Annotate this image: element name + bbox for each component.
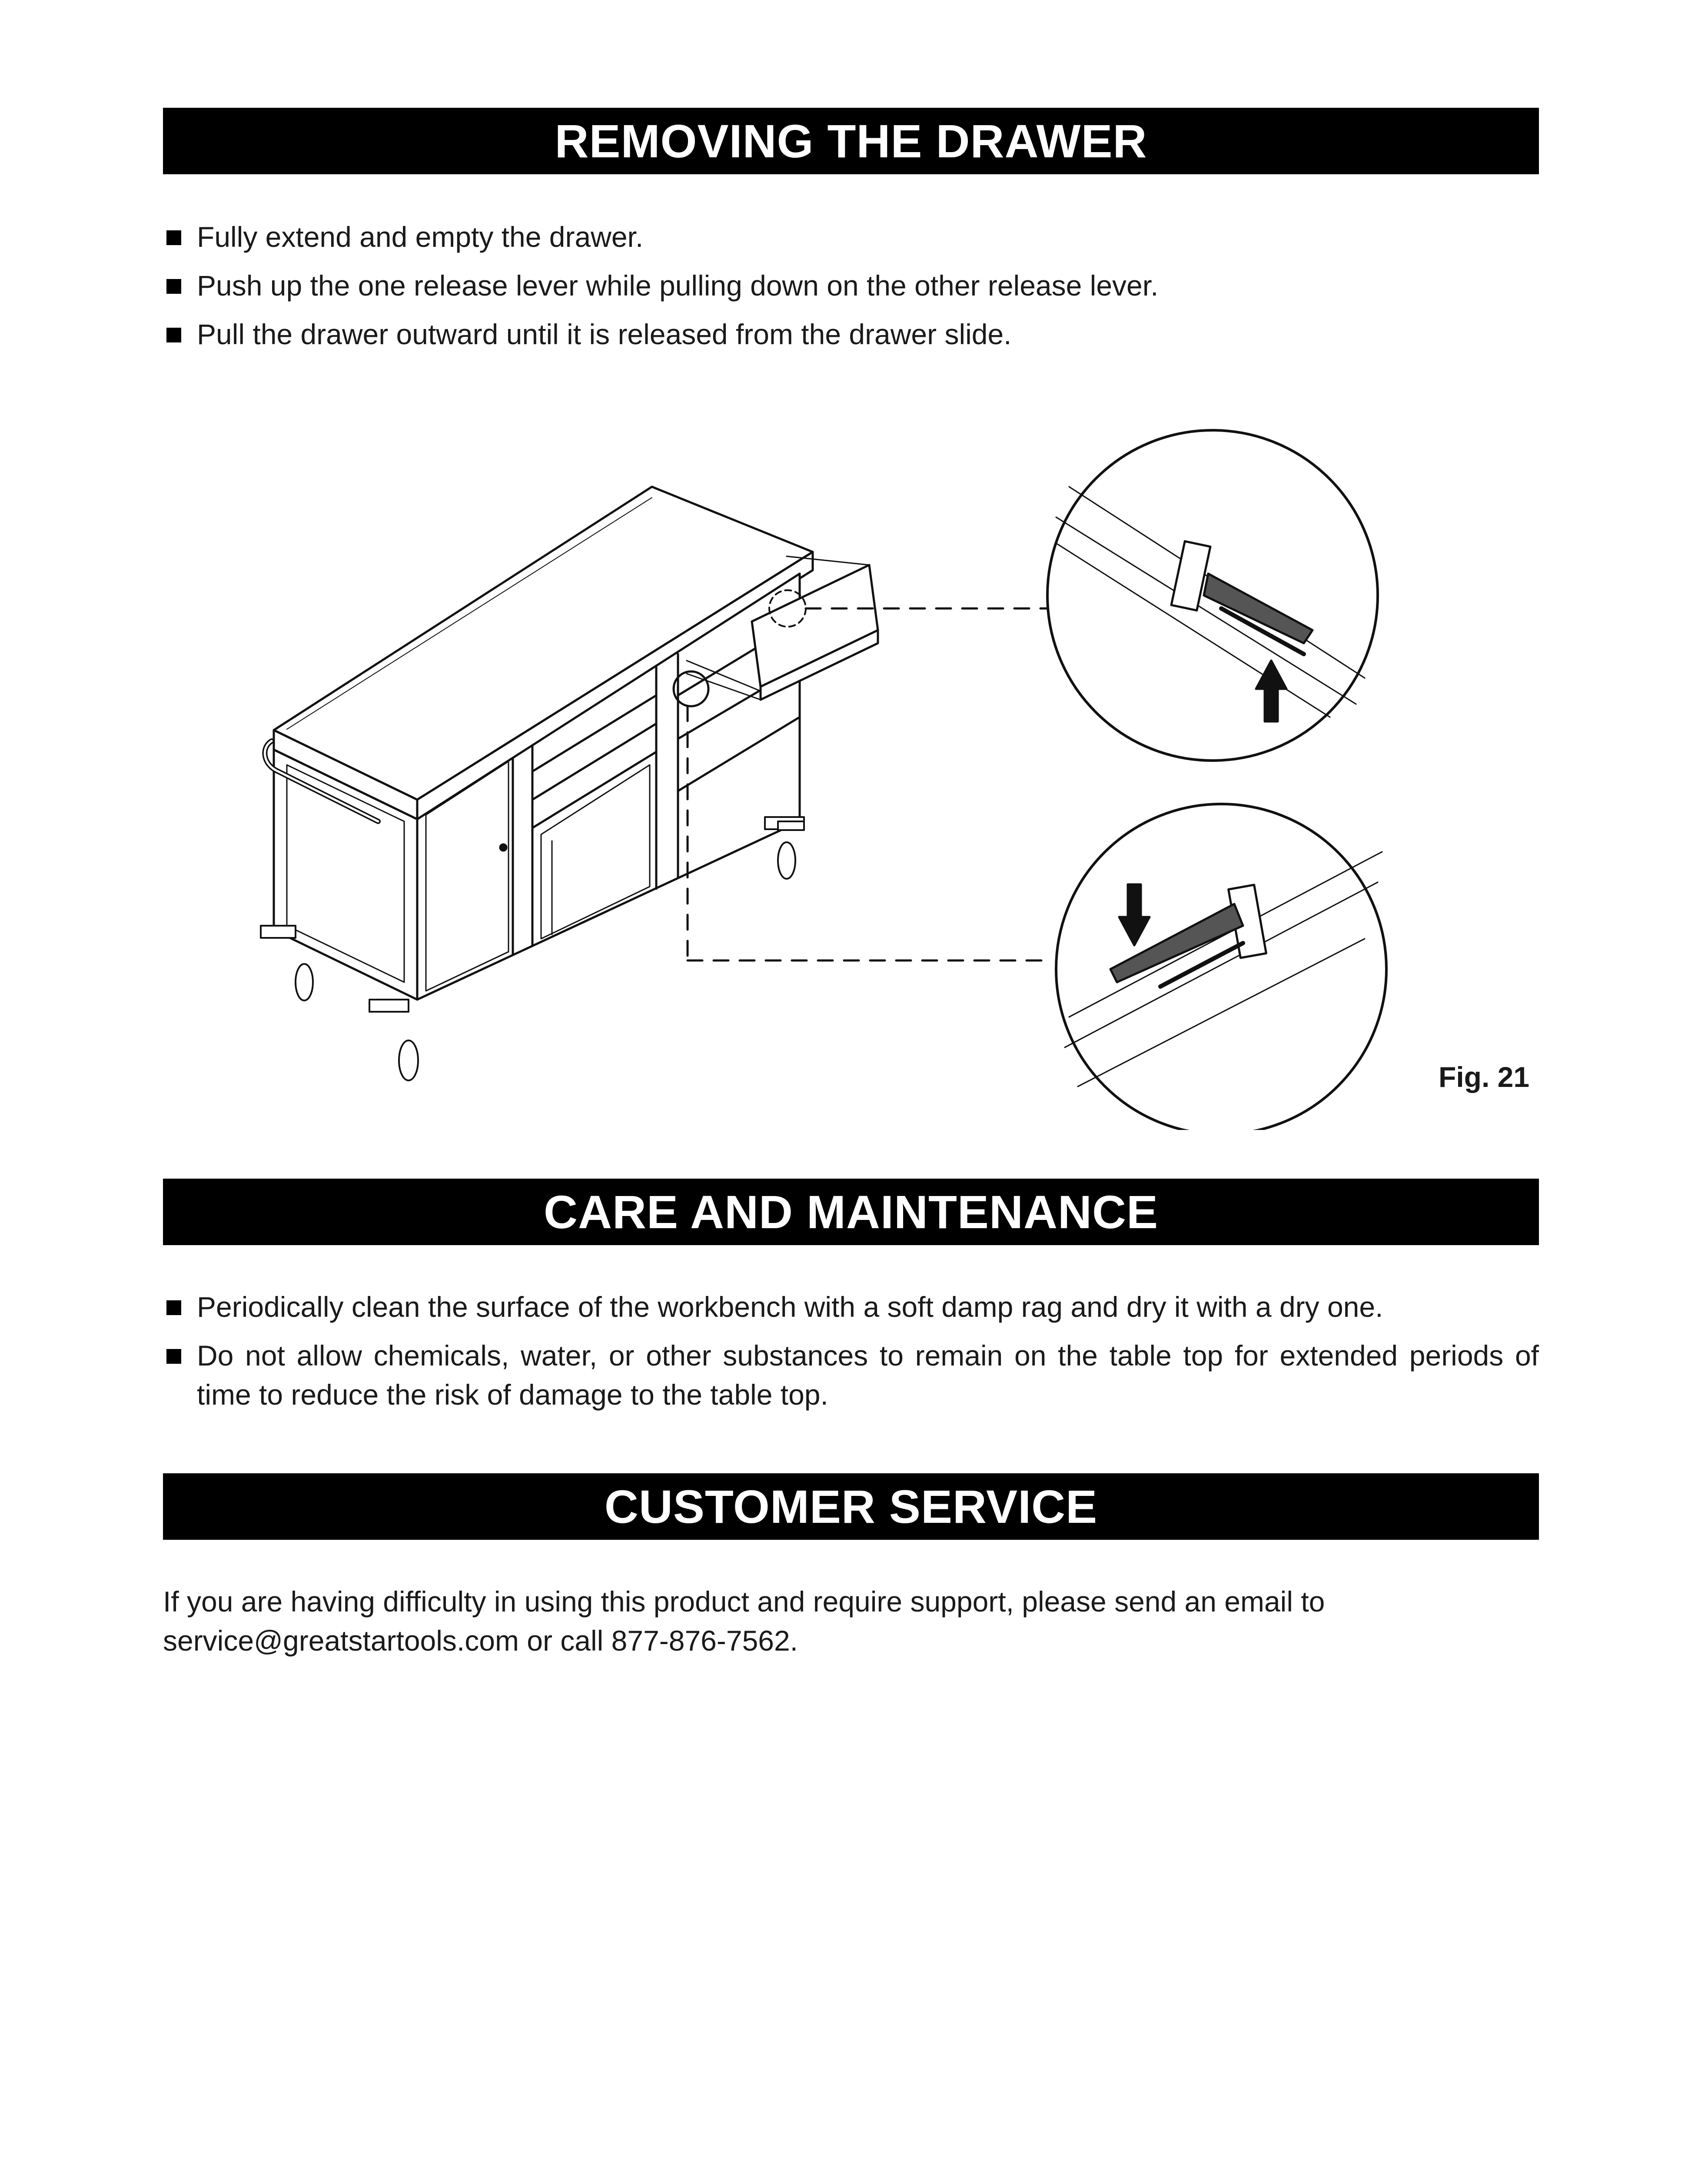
list-item [163,266,1539,305]
square-bullet-icon [166,279,181,294]
list-item [163,1287,1539,1326]
customer-service-line: If you are having difficulty in using this product and require support, please send an email to [163,1585,1325,1618]
list-item-text: Fully extend and empty the drawer. [197,221,644,253]
customer-service-contact: service@greatstartools.com or call 877-876-7562. [163,1625,798,1657]
square-bullet-icon [166,1349,181,1364]
section-title: CARE AND MAINTENANCE [544,1186,1158,1238]
square-bullet-icon [166,230,181,245]
customer-service-text [163,1582,1539,1660]
workbench-drawer-illustration [252,417,1404,1130]
section-title: REMOVING THE DRAWER [555,115,1147,167]
list-item-text: Pull the drawer outward until it is released from the drawer slide. [197,318,1012,350]
square-bullet-icon [166,328,181,342]
section-header-care-maintenance [163,1179,1539,1245]
list-item-text: Periodically clean the surface of the workbench with a soft damp rag and dry it with a dry one. [197,1291,1383,1323]
section-header-removing-drawer [163,108,1539,174]
lower-release-lever-detail [1056,804,1386,1130]
upper-release-lever-detail [1047,430,1378,761]
list-item [163,315,1539,354]
removing-drawer-steps [163,217,1539,363]
figure-label: Fig. 21 [1439,1061,1530,1093]
care-maintenance-list [163,1287,1539,1424]
square-bullet-icon [166,1300,181,1315]
section-title: CUSTOMER SERVICE [604,1480,1098,1533]
list-item-text: Do not allow chemicals, water, or other substances to remain on the table top for extended periods of time to reduce the risk of damage to the table top. [197,1339,1539,1411]
list-item [163,217,1539,256]
section-header-customer-service [163,1473,1539,1540]
list-item-text: Push up the one release lever while pulling down on the other release lever. [197,269,1159,302]
list-item [163,1336,1539,1414]
